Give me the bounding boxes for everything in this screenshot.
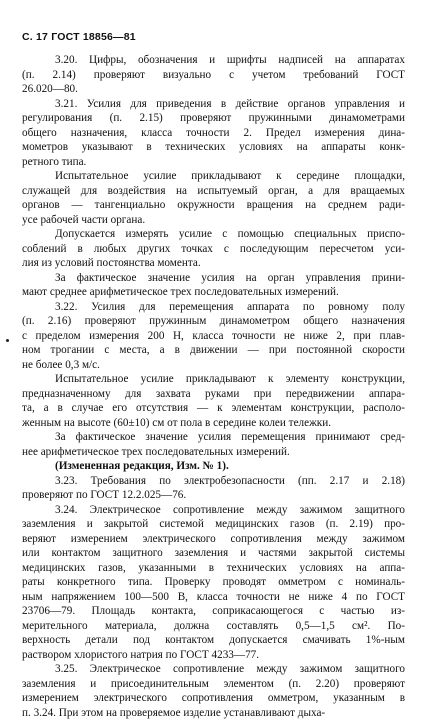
- text-line: п. 3.24. При этом на проверяемое изделие устанавливают дыха-: [22, 706, 405, 720]
- text-line: верхность детали под контактом допускается смачивать 1%-ным: [22, 633, 405, 648]
- text-line: ном трогании с места, а в движении — при постоянной скорости: [22, 343, 405, 358]
- text-line: раты конкретного типа. Проверку проводят омметром с номиналь-: [22, 575, 405, 590]
- text-line: Допускается измерять усилие с помощью специальных приспо-: [22, 227, 405, 242]
- text-line: мометров указывают в технических условиях на аппараты конк-: [22, 140, 405, 155]
- page-header: С. 17 ГОСТ 18856—81: [22, 31, 136, 43]
- paragraph: [22, 97, 405, 170]
- text-line: За фактическое значение усилия на орган управления прини-: [22, 271, 405, 286]
- text-line: общего назначения, класса точности 2. Предел измерения дина-: [22, 126, 405, 141]
- text-line: За фактическое значение усилия перемещения принимают сред-: [22, 430, 405, 445]
- text-line: ным напряжением 100—500 В, класса точности не ниже 4 по ГОСТ: [22, 590, 405, 605]
- text-line: 3.25. Электрическое сопротивление между зажимом защитного: [22, 662, 405, 677]
- text-line: 3.22. Усилия для перемещения аппарата по ровному полу: [22, 300, 405, 315]
- text-line: проверяют по ГОСТ 12.2.025—76.: [22, 488, 405, 503]
- paragraph: [22, 53, 405, 97]
- text-line: заземления и закрытой системой медицинских газов (п. 2.19) про-: [22, 517, 405, 532]
- text-line: мают среднее арифметическое трех последовательных измерений.: [22, 285, 405, 300]
- text-line: заземления и присоединительным элементом (п. 2.20) проверяют: [22, 677, 405, 692]
- text-line: или контактом защитного заземления и частями закрытой системы: [22, 546, 405, 561]
- paragraph: [22, 372, 405, 430]
- text-line: 23706—79. Площадь контакта, соприкасающегося с частью из-: [22, 604, 405, 619]
- text-line: с пределом измерения 200 Н, класса точности не ниже 2, при плав-: [22, 329, 405, 344]
- text-line: (Измененная редакция, Изм. № 1).: [22, 459, 405, 474]
- paragraph: [22, 503, 405, 663]
- text-line: раствором хлористого натрия по ГОСТ 4233—77.: [22, 648, 405, 663]
- text-line: 3.23. Требования по электробезопасности (пп. 2.17 и 2.18): [22, 474, 405, 489]
- text-line: 26.020—80.: [22, 82, 405, 97]
- paragraph: [22, 169, 405, 227]
- document-body: [22, 53, 405, 720]
- paragraph: [22, 430, 405, 459]
- text-line: веряют измерением электрического сопротивления между зажимом: [22, 532, 405, 547]
- text-line: нее арифметическое трех последовательных измерений.: [22, 445, 405, 460]
- margin-mark: [6, 339, 9, 342]
- paragraph: [22, 662, 405, 720]
- text-line: регулирования (п. 2.15) проверяют пружинными динамометрами: [22, 111, 405, 126]
- text-line: женным на высоте (60±10) см от пола в середине колеи тележки.: [22, 416, 405, 431]
- text-line: 3.24. Электрическое сопротивление между зажимом защитного: [22, 503, 405, 518]
- text-line: мерительного материала, должна составлять 0,5—1,5 см². По-: [22, 619, 405, 634]
- text-line: (п. 2.16) проверяют пружинным динамометром общего назначения: [22, 314, 405, 329]
- text-line: (п. 2.14) проверяют визуально с учетом требований ГОСТ: [22, 68, 405, 83]
- text-line: предназначенному для захвата руками при передвижении аппара-: [22, 387, 405, 402]
- paragraph: [22, 300, 405, 373]
- text-line: усе рабочей части органа.: [22, 213, 405, 228]
- text-line: Испытательное усилие прикладывают к середине площадки,: [22, 169, 405, 184]
- text-line: медицинских газов, указанными в технических условиях на аппа-: [22, 561, 405, 576]
- text-line: Испытательное усилие прикладывают к элементу конструкции,: [22, 372, 405, 387]
- text-line: измерением электрического сопротивления омметром, указанным в: [22, 691, 405, 706]
- paragraph: [22, 459, 405, 474]
- paragraph: [22, 227, 405, 271]
- paragraph: [22, 474, 405, 503]
- text-line: 3.20. Цифры, обозначения и шрифты надписей на аппаратах: [22, 53, 405, 68]
- text-line: не более 0,3 м/с.: [22, 358, 405, 373]
- text-line: 3.21. Усилия для приведения в действие органов управления и: [22, 97, 405, 112]
- text-line: соблений в любых других точках с последующим пересчетом уси-: [22, 242, 405, 257]
- text-line: лия из условий постоянства момента.: [22, 256, 405, 271]
- text-line: та, а в случае его отсутствия — к элементам конструкции, располо-: [22, 401, 405, 416]
- text-line: ретного типа.: [22, 155, 405, 170]
- text-line: органов — тангенциально окружности вращения на среднем ради-: [22, 198, 405, 213]
- paragraph: [22, 271, 405, 300]
- text-line: служащей для воздействия на испытуемый орган, а для вращаемых: [22, 184, 405, 199]
